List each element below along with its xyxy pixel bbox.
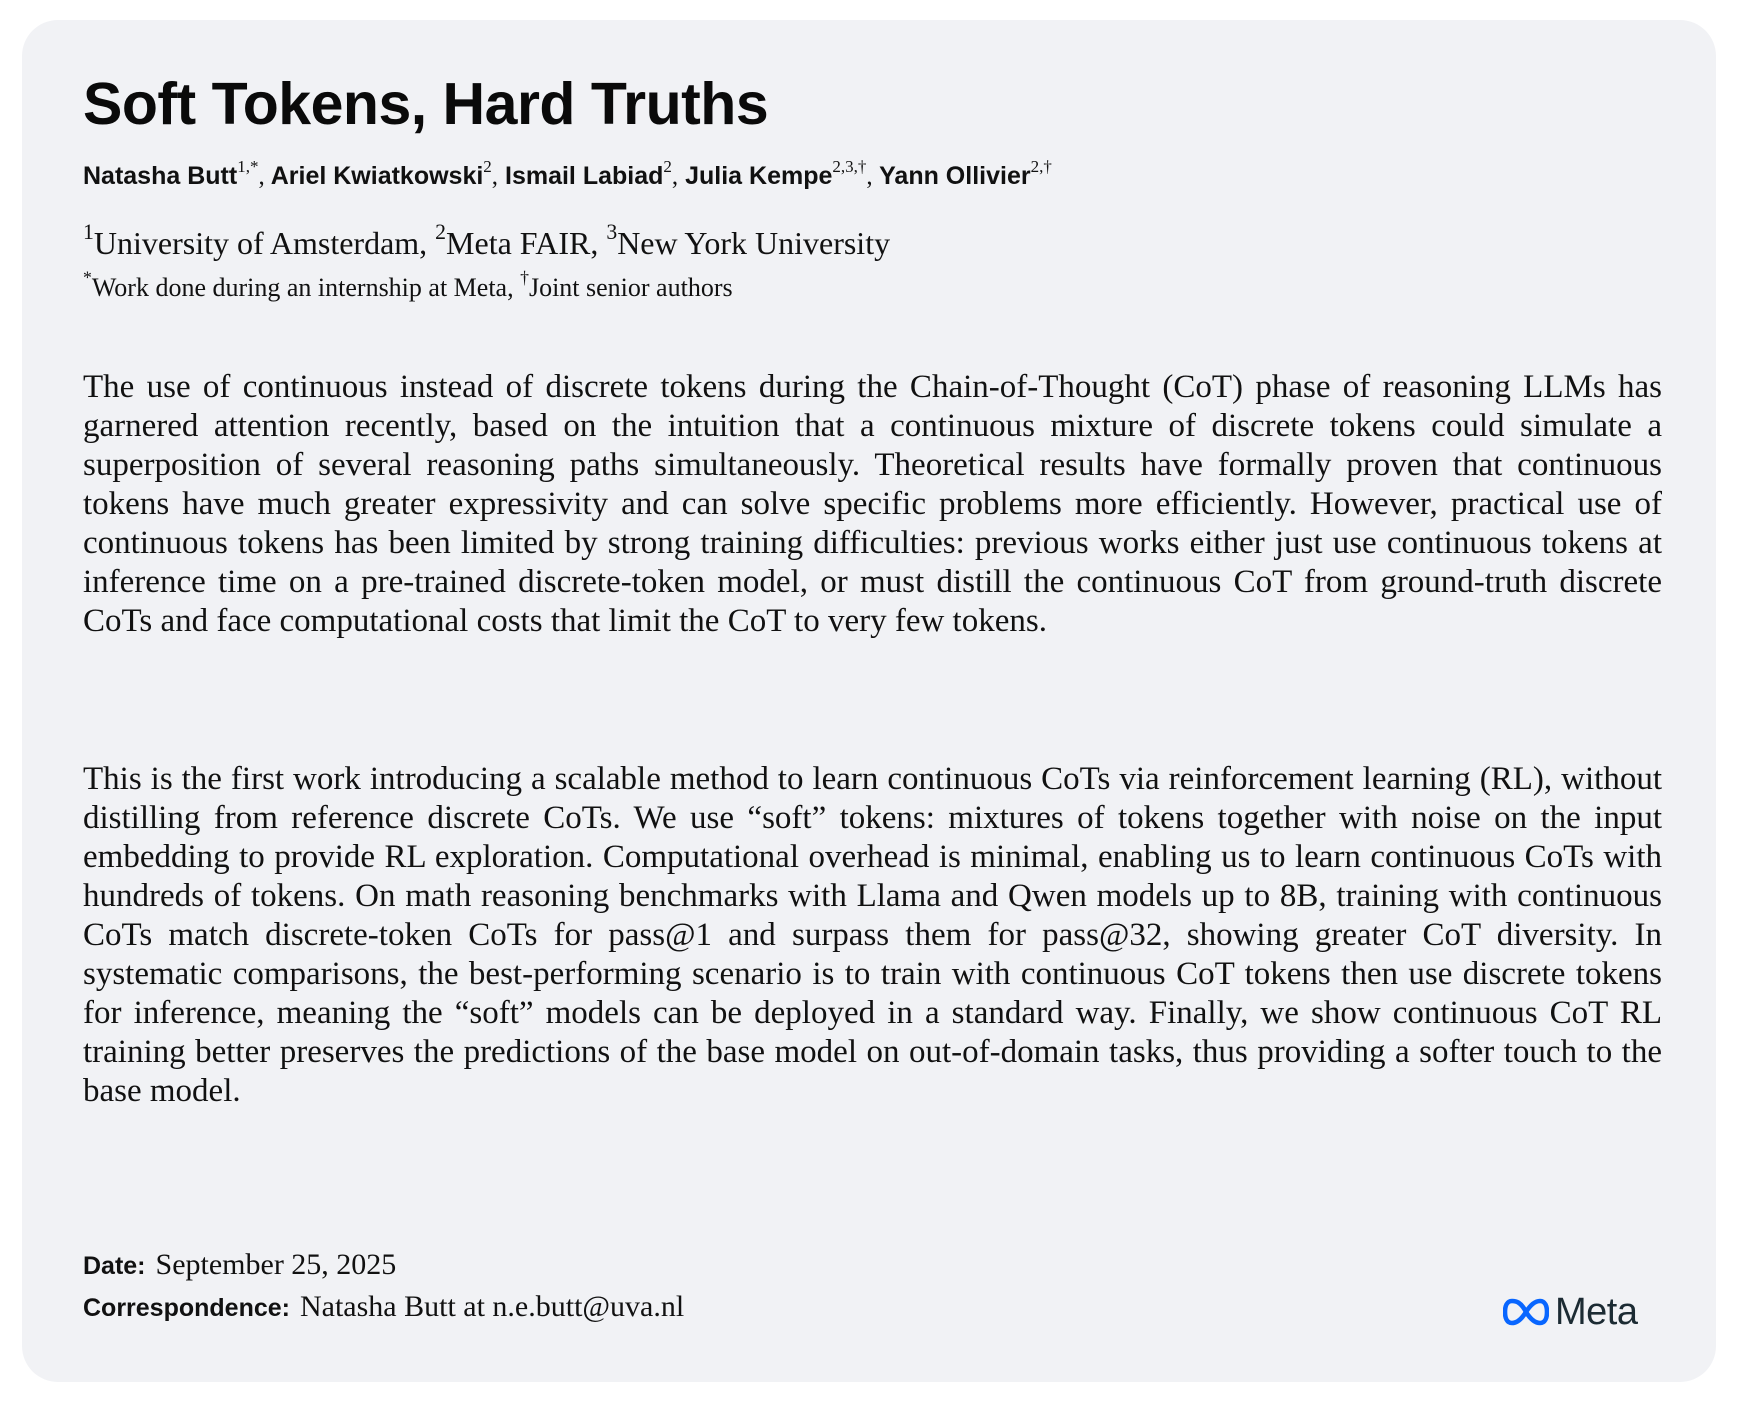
author-name: Ismail Labiad — [505, 162, 664, 190]
author-separator: , — [671, 163, 679, 190]
author-name: Yann Ollivier — [879, 162, 1031, 190]
affiliation-list — [83, 219, 891, 262]
affiliation-separator: , — [590, 225, 599, 261]
abstract-paragraph: The use of continuous instead of discrete tokens during the Chain-of-Thought (CoT) phase of reasoning LLMs has garnered attention recently, based on the intuition that a continuous mixture of discrete tokens could simulate a superposition of several reasoning paths simultaneously. Theoretical results have formally proven that continuous tokens have much greater expressivity and can solve specific problems more efficiently. However, practical use of continuous tokens has been limited by strong training difficulties: previous works either just use continuous tokens at inference time on a pre-trained discrete-token model, or must distill the continuous CoT from ground-truth discrete CoTs and face computational costs that limit the CoT to very few tokens. — [83, 369, 1662, 639]
abstract-paragraph: This is the first work introducing a scalable method to learn continuous CoTs via reinforcement learning (RL), without distilling from reference discrete CoTs. We use “soft” tokens: mixtures of tokens together with noise on the input embedding to provide RL exploration. Computational overhead is minimal, enabling us to learn continuous CoTs with hundreds of tokens. On math reasoning benchmarks with Llama and Qwen models up to 8B, training with continuous CoTs match discrete-token CoTs for pass@1 and surpass them for pass@32, showing greater CoT diversity. In systematic comparisons, the best-performing scenario is to train with continuous CoT tokens then use discrete tokens for inference, meaning the “soft” models can be deployed in a standard way. Finally, we show continuous CoT RL training better preserves the predictions of the base model on out-of-domain tasks, thus providing a softer touch to the base model. — [83, 761, 1662, 1109]
author-separator: , — [258, 163, 265, 190]
affiliation-name: University of Amsterdam — [93, 225, 420, 261]
affiliation-name: New York University — [617, 225, 891, 261]
date-label: Date: — [83, 1252, 146, 1280]
meta-infinity-logo-icon — [1503, 1298, 1549, 1326]
author-affiliation-marks: 2,3,† — [832, 157, 867, 177]
footnote-mark: † — [520, 267, 529, 288]
author-separator: , — [491, 163, 499, 190]
footnote-mark: * — [83, 267, 92, 288]
correspondence-value: Natasha Butt at n.e.butt@uva.nl — [299, 1290, 685, 1323]
author-affiliation-marks: 2 — [483, 157, 492, 177]
footnote-text: Joint senior authors — [528, 273, 733, 302]
author-name: Natasha Butt — [83, 162, 238, 190]
date-line — [83, 1248, 396, 1282]
correspondence-line — [83, 1290, 684, 1324]
footnote-list — [83, 267, 733, 303]
meta-logo — [1503, 1288, 1637, 1336]
author-name: Ariel Kwiatkowski — [270, 162, 484, 190]
affiliation-separator: , — [419, 225, 428, 261]
author-name: Julia Kempe — [685, 162, 833, 190]
author-affiliation-marks: 2 — [663, 157, 672, 177]
correspondence-label: Correspondence: — [83, 1294, 290, 1322]
affiliation-mark: 3 — [606, 219, 618, 244]
author-list — [83, 157, 1052, 191]
author-affiliation-marks: 2,† — [1030, 157, 1052, 177]
meta-logo-text: Meta — [1555, 1290, 1638, 1333]
date-value: September 25, 2025 — [155, 1248, 397, 1281]
author-separator: , — [866, 163, 873, 190]
footnote-text: Work done during an internship at Meta — [91, 273, 508, 302]
affiliation-name: Meta FAIR — [446, 225, 591, 261]
paper-title: Soft Tokens, Hard Truths — [83, 71, 769, 137]
footnote-separator: , — [507, 273, 514, 302]
author-affiliation-marks: 1,* — [237, 157, 259, 177]
affiliation-mark: 2 — [435, 219, 447, 244]
affiliation-mark: 1 — [83, 219, 94, 244]
